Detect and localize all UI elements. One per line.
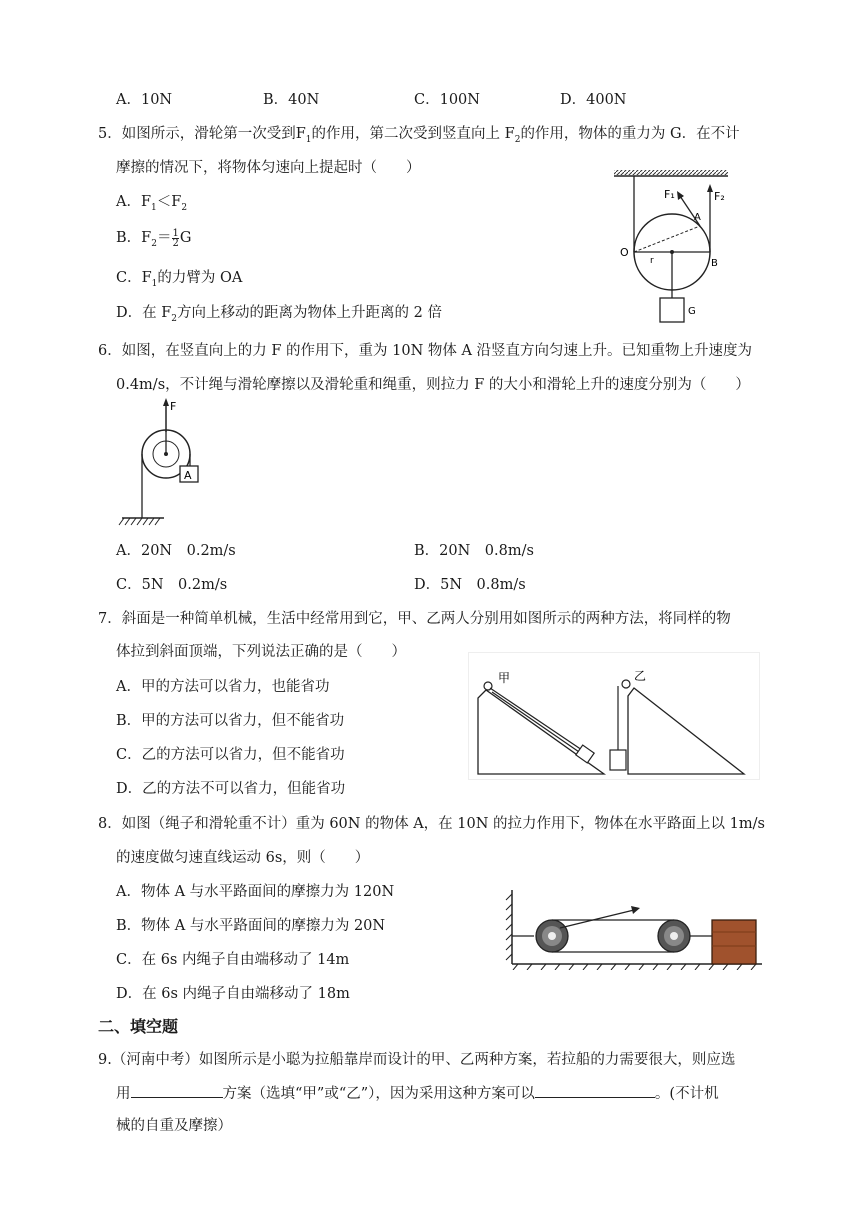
q6-option-a: A．20N 0.2m/s xyxy=(116,543,236,559)
q7-stem-line2: 体拉到斜面顶端，下列说法正确的是（ ） xyxy=(116,644,406,660)
label-f: F xyxy=(170,400,177,413)
q5-option-d: D．在 $F_2$方向上移动的距离为物体上升距离的 2 倍 xyxy=(116,305,442,324)
label-f2: F₂ xyxy=(714,190,725,203)
q6-option-d: D．5N 0.8m/s xyxy=(414,577,526,593)
label-jia: 甲 xyxy=(498,671,511,685)
q4-option-c: C．100N xyxy=(414,92,480,108)
q4-option-a: A．10N xyxy=(116,92,173,108)
block-a xyxy=(712,920,756,964)
label-g: G xyxy=(688,306,696,317)
block-yi xyxy=(610,750,626,770)
label-yi: 乙 xyxy=(634,669,647,683)
q6-stem-line1: 6．如图，在竖直向上的力 F 的作用下，重为 10N 物体 A 沿竖直方向匀速上升。已知重物上升速度为 xyxy=(98,343,753,359)
rope-jia xyxy=(490,688,582,750)
q5-stem-line2: 摩擦的情况下，将物体匀速向上提起时（ ） xyxy=(116,160,421,176)
label-o: O xyxy=(620,246,629,259)
q9-stem-line1: 9.（河南中考）如图所示是小聪为拉船靠岸而设计的甲、乙两种方案，若拉船的力需要很大，则应选 xyxy=(98,1052,736,1068)
q8-stem-line1: 8．如图（绳子和滑轮重不计）重为 60N 的物体 A，在 10N 的拉力作用下，物体在水平路面上以 1m/s xyxy=(98,816,765,832)
q5-pulley-figure xyxy=(608,168,738,328)
q7-option-c: C．乙的方法可以省力，但不能省功 xyxy=(116,747,345,763)
pull-arrow xyxy=(560,910,634,928)
incline-yi xyxy=(628,688,744,774)
q6-stem-line2: 0.4m/s，不计绳与滑轮摩擦以及滑轮重和绳重，则拉力 F 的大小和滑轮上升的速度分别为（ ） xyxy=(116,377,750,393)
q9-stem-line3: 械的自重及摩擦） xyxy=(116,1118,232,1134)
q8-stem-line2: 的速度做匀速直线运动 6s，则（ ） xyxy=(116,850,370,866)
label-r: r xyxy=(650,256,654,266)
q4-option-d: D．400N xyxy=(560,92,627,108)
label-block-a: A xyxy=(184,469,192,482)
q9-stem-line2: 用 方案（选填“甲”或“乙”），因为采用这种方案可以 。(不计机 xyxy=(116,1083,719,1104)
section-heading: 二、填空题 xyxy=(98,1017,179,1036)
q4-option-b: B．40N xyxy=(263,92,320,108)
weight-block xyxy=(660,298,684,322)
q7-stem-line1: 7．斜面是一种简单机械，生活中经常用到它，甲、乙两人分别用如图所示的两种方法，将同样的物 xyxy=(98,611,731,627)
q6-option-c: C．5N 0.2m/s xyxy=(116,577,228,593)
q6-pulley-figure xyxy=(118,396,208,532)
q8-option-b: B．物体 A 与水平路面间的摩擦力为 20N xyxy=(116,918,386,934)
q7-incline-figure xyxy=(468,652,760,780)
q5-option-a: A．$F_1<F_2$ xyxy=(116,194,188,213)
answer-blank-2[interactable] xyxy=(535,1083,655,1098)
q8-option-a: A．物体 A 与水平路面间的摩擦力为 120N xyxy=(116,884,395,900)
label-a: A xyxy=(694,212,701,223)
q5-option-b: B．$F_2=$ $\frac{1}{2}$ G xyxy=(116,227,192,249)
label-b: B xyxy=(711,258,718,269)
answer-blank-1[interactable] xyxy=(131,1083,223,1098)
q8-option-d: D．在 6s 内绳子自由端移动了 18m xyxy=(116,986,350,1002)
q5-option-c: C．$F_1$的力臂为 OA xyxy=(116,270,243,289)
q8-option-c: C．在 6s 内绳子自由端移动了 14m xyxy=(116,952,350,968)
fraction-one-half: $\frac{1}{2}$ xyxy=(172,227,179,249)
label-f1: F₁ xyxy=(664,188,675,201)
q8-horizontal-pulley-figure xyxy=(504,884,766,970)
q5-stem-line1: 5．如图所示，滑轮第一次受到$F_1$的作用，第二次受到竖直向上 $F_2$的作用，物体的重力为 G．在不计 xyxy=(98,126,740,145)
q7-option-b: B．甲的方法可以省力，但不能省功 xyxy=(116,713,345,729)
ceiling-hatch xyxy=(614,170,728,175)
q7-option-d: D．乙的方法不可以省力，但能省功 xyxy=(116,781,346,797)
q6-option-b: B．20N 0.8m/s xyxy=(414,543,534,559)
q7-option-a: A．甲的方法可以省力，也能省功 xyxy=(116,679,330,695)
